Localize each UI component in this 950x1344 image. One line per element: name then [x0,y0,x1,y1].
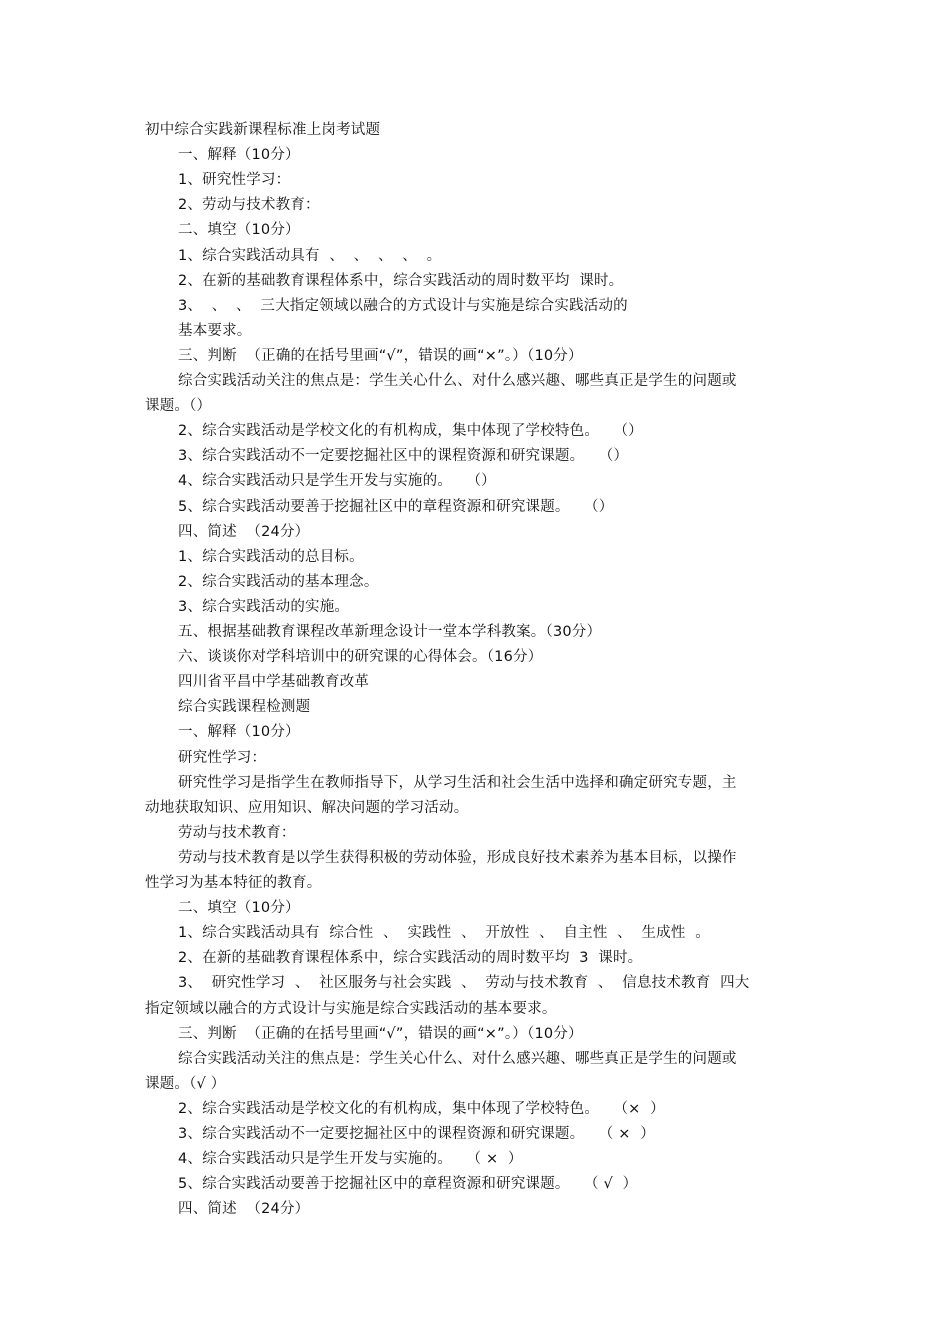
text-line: 2、在新的基础教育课程体系中，综合实践活动的周时数平均 课时。 [178,272,624,289]
text-line: 1、研究性学习： [178,172,291,189]
text-line: 基本要求。 [178,322,252,339]
text-line: 综合实践课程检测题 [178,699,311,716]
text-line: 3、综合实践活动的实施。 [178,598,350,615]
text-line: 二、填空（10分） [178,222,300,239]
text-line: 1、综合实践活动具有 综合性 、 实践性 、 开放性 、 自主性 、 生成性 。 [178,925,710,942]
text-line: 三、判断 （正确的在括号里画“√”，错误的画“×”。）（10分） [178,1025,583,1042]
text-line: 综合实践活动关注的焦点是：学生关心什么、对什么感兴趣、哪些真正是学生的问题或 [178,373,737,389]
text-line: 四、简述 （24分） [178,1201,310,1218]
text-line: 劳动与技术教育是以学生获得积极的劳动体验，形成良好技术素养为基本目标，以操作 [178,849,737,866]
text-line: 指定领域以融合的方式设计与实施是综合实践活动的基本要求。 [145,1000,557,1017]
text-line: 5、综合实践活动要善于挖掘社区中的章程资源和研究课题。 （ √ ） [178,1176,638,1193]
text-line: 2、在新的基础教育课程体系中，综合实践活动的周时数平均 3 课时。 [178,950,643,967]
text-line: 动地获取知识、应用知识、解决问题的学习活动。 [145,799,469,816]
text-line: 四川省平昌中学基础教育改革 [178,674,370,691]
text-line: 综合实践活动关注的焦点是：学生关心什么、对什么感兴趣、哪些真正是学生的问题或 [178,1050,737,1067]
text-line: 2、劳动与技术教育： [178,197,320,214]
text-line: 六、谈谈你对学科培训中的研究课的心得体会。（16分） [178,649,543,666]
text-line: 五、根据基础教育课程改革新理念设计一堂本学科教案。（30分） [178,624,602,640]
text-line: 课题。（√ ） [145,1075,226,1092]
text-line: 4、综合实践活动只是学生开发与实施的。 （） [178,473,496,490]
text-line: 二、填空（10分） [178,900,300,917]
text-line: 4、综合实践活动只是学生开发与实施的。 （ × ） [178,1151,523,1168]
text-line: 5、综合实践活动要善于挖掘社区中的章程资源和研究课题。 （） [178,498,614,515]
text-line: 2、综合实践活动是学校文化的有机构成，集中体现了学校特色。 （） [178,423,643,440]
text-line: 性学习为基本特征的教育。 [145,875,322,891]
text-line: 一、解释（10分） [178,147,300,164]
text-line: 2、综合实践活动是学校文化的有机构成，集中体现了学校特色。 （× ） [178,1100,665,1117]
text-line: 1、综合实践活动具有 、 、 、 、 。 [178,247,442,264]
text-line: 1、综合实践活动的总目标。 [178,548,364,565]
text-line: 3、 研究性学习 、 社区服务与社会实践 、 劳动与技术教育 、 信息技术教育 四大 [178,975,750,992]
text-line: 研究性学习： [178,749,267,766]
text-line: 3、 、 、 三大指定领域以融合的方式设计与实施是综合实践活动的 [178,297,628,314]
text-line: 初中综合实践新课程标准上岗考试题 [145,122,381,138]
text-line: 四、简述 （24分） [178,523,310,540]
text-line: 3、综合实践活动不一定要挖掘社区中的课程资源和研究课题。 （ × ） [178,1126,655,1142]
text-line: 课题。（） [145,398,212,415]
text-line: 三、判断 （正确的在括号里画“√”，错误的画“×”。）（10分） [178,347,583,364]
text-line: 3、综合实践活动不一定要挖掘社区中的课程资源和研究课题。 （） [178,448,629,465]
text-line: 劳动与技术教育： [178,824,296,841]
text-line: 研究性学习是指学生在教师指导下，从学习生活和社会生活中选择和确定研究专题，主 [178,774,737,791]
text-line: 一、解释（10分） [178,724,300,741]
text-line: 2、综合实践活动的基本理念。 [178,573,379,590]
